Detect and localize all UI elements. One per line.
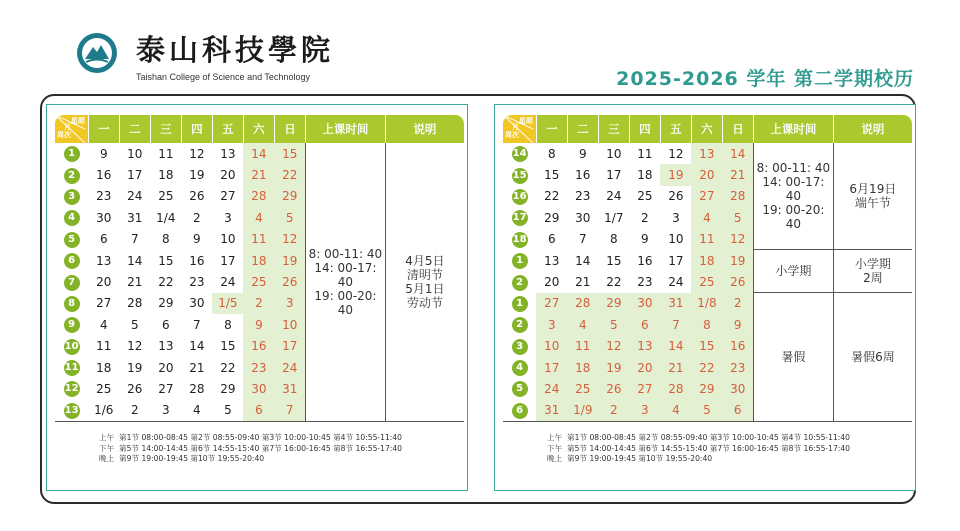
day-cell: 20 — [96, 275, 112, 290]
weekday-header: 四 — [181, 115, 212, 143]
week-badge: 8 — [64, 296, 80, 312]
day-cell: 17 — [536, 357, 567, 378]
day-cell: 3 — [536, 314, 567, 335]
day-cell: 4 — [660, 400, 691, 421]
day-cell: 12 — [274, 229, 305, 250]
day-cell: 18 — [567, 357, 598, 378]
day-cell: 16 — [722, 336, 753, 357]
weekday-header: 二 — [567, 115, 598, 143]
day-cell: 11 — [243, 229, 274, 250]
week-number-cell — [503, 400, 536, 421]
day-cell: 7 — [578, 232, 587, 247]
day-cell: 15 — [220, 339, 236, 354]
day-cell: 9 — [193, 232, 201, 247]
day-cell: 14 — [722, 143, 753, 164]
table-row — [55, 143, 464, 164]
day-cell: 25 — [637, 189, 653, 204]
day-cell: 23 — [637, 275, 653, 290]
day-cell: 8 — [610, 232, 618, 247]
day-cell: 28 — [567, 293, 598, 314]
day-cell: 22 — [158, 275, 174, 290]
weekday-header: 一 — [88, 115, 119, 143]
note-cell — [833, 250, 912, 293]
week-number-cell — [55, 378, 88, 399]
week-number-cell — [503, 293, 536, 314]
day-cell: 4 — [99, 317, 108, 332]
day-cell: 26 — [668, 189, 684, 204]
table-header — [55, 115, 464, 143]
day-cell: 10 — [274, 314, 305, 335]
day-cell: 18 — [96, 360, 112, 375]
day-cell: 29 — [220, 381, 236, 396]
weekday-header: 六 — [691, 115, 722, 143]
day-cell: 17 — [127, 168, 143, 183]
day-cell: 16 — [637, 253, 653, 268]
week-badge: 9 — [64, 317, 80, 333]
week-number-cell — [503, 314, 536, 335]
week-badge: 1 — [512, 253, 528, 269]
weekday-header: 五 — [660, 115, 691, 143]
day-cell: 19 — [598, 357, 629, 378]
week-number-cell — [503, 229, 536, 250]
day-cell: 27 — [158, 381, 174, 396]
day-cell: 8 — [224, 317, 232, 332]
week-number-cell — [503, 207, 536, 228]
day-cell: 23 — [96, 189, 112, 204]
day-cell: 6 — [99, 232, 108, 247]
day-cell: 25 — [691, 271, 722, 292]
day-cell: 9 — [641, 232, 649, 247]
day-cell: 14 — [243, 143, 274, 164]
corner-label-day: 星期 — [518, 117, 533, 125]
day-cell: 1/4 — [156, 210, 176, 225]
day-cell: 27 — [536, 293, 567, 314]
day-cell: 27 — [96, 296, 112, 311]
day-cell: 3 — [274, 293, 305, 314]
day-cell: 11 — [158, 146, 174, 161]
week-number-cell — [503, 186, 536, 207]
day-cell: 10 — [127, 146, 143, 161]
day-cell: 27 — [220, 189, 236, 204]
day-cell: 6 — [722, 400, 753, 421]
day-cell: 26 — [598, 378, 629, 399]
day-cell: 21 — [575, 275, 591, 290]
day-cell: 10 — [220, 232, 236, 247]
day-cell: 10 — [606, 146, 622, 161]
day-cell: 18 — [243, 250, 274, 271]
day-cell: 20 — [629, 357, 660, 378]
day-cell: 13 — [544, 253, 560, 268]
day-cell: 12 — [668, 146, 684, 161]
note-text: 6月19日 端午节 — [849, 182, 897, 211]
note-cell — [833, 293, 912, 421]
day-cell: 25 — [243, 271, 274, 292]
calendar-table-left — [55, 115, 464, 422]
day-cell: 5 — [274, 207, 305, 228]
day-cell: 25 — [567, 378, 598, 399]
note-text: 4月5日 清明节 5月1日 劳动节 — [405, 253, 445, 310]
day-cell: 1/5 — [212, 293, 243, 314]
corner-label-day: 星期 — [70, 117, 85, 125]
day-cell: 4 — [243, 207, 274, 228]
table-header — [503, 115, 912, 143]
day-cell: 29 — [544, 210, 560, 225]
week-badge: 2 — [64, 168, 80, 184]
day-cell: 7 — [130, 232, 139, 247]
calendar-table-right — [503, 115, 912, 422]
week-badge: 4 — [512, 360, 528, 376]
day-cell: 14 — [660, 336, 691, 357]
day-cell: 16 — [243, 336, 274, 357]
corner-label-week: 周次 — [505, 131, 519, 139]
day-cell: 16 — [189, 253, 205, 268]
class-time-cell — [305, 143, 385, 421]
day-cell: 2 — [598, 400, 629, 421]
day-cell: 24 — [127, 189, 143, 204]
class-schedule: 上午 第1节 08:00-08:45 第2节 08:55-09:40 第3节 10:00-10:45 第4节 10:55-11:40 下午 第5节 14:00-14:45 第6节 14:55-15:40 第7节 16:00-16:45 第8节 16:55-17:40 晚上 第9节 19:00-19:45 第10节 19:55-20:40 — [547, 433, 851, 463]
day-cell: 22 — [220, 360, 236, 375]
day-cell: 31 — [660, 293, 691, 314]
week-badge: 10 — [64, 339, 80, 355]
note-header: 说明 — [833, 115, 912, 143]
day-cell: 11 — [96, 339, 112, 354]
day-cell: 19 — [127, 360, 143, 375]
week-badge: 4 — [64, 210, 80, 226]
day-cell: 8 — [547, 146, 556, 161]
day-cell: 30 — [243, 378, 274, 399]
day-cell: 10 — [536, 336, 567, 357]
day-cell: 4 — [567, 314, 598, 335]
day-cell: 19 — [274, 250, 305, 271]
day-cell: 31 — [274, 378, 305, 399]
note-header: 说明 — [385, 115, 464, 143]
day-cell: 1/9 — [567, 400, 598, 421]
day-cell: 26 — [189, 189, 205, 204]
week-number-cell — [55, 314, 88, 335]
day-cell: 2 — [193, 210, 201, 225]
page-title: 2025-2026 学年 第二学期校历 — [616, 68, 914, 90]
day-cell: 23 — [243, 357, 274, 378]
week-badge: 12 — [64, 381, 80, 397]
day-cell: 20 — [544, 275, 560, 290]
corner-label-month: 月 — [64, 123, 71, 131]
day-cell: 5 — [224, 403, 232, 418]
calendar-panel-right — [494, 104, 916, 491]
day-cell: 20 — [158, 360, 174, 375]
day-cell: 13 — [96, 253, 112, 268]
day-cell: 21 — [722, 164, 753, 185]
week-number-cell — [503, 378, 536, 399]
week-number-cell — [55, 164, 88, 185]
weekday-header: 一 — [536, 115, 567, 143]
day-cell: 15 — [158, 253, 174, 268]
corner-cell — [503, 115, 536, 143]
week-badge: 5 — [512, 381, 528, 397]
day-cell: 30 — [189, 296, 205, 311]
day-cell: 26 — [274, 271, 305, 292]
day-cell: 16 — [575, 168, 591, 183]
week-number-cell — [503, 143, 536, 164]
day-cell: 28 — [660, 378, 691, 399]
day-cell: 26 — [722, 271, 753, 292]
day-cell: 6 — [243, 400, 274, 421]
weekday-header: 二 — [119, 115, 150, 143]
day-cell: 20 — [691, 164, 722, 185]
week-number-cell — [503, 357, 536, 378]
week-number-cell — [503, 336, 536, 357]
day-cell: 24 — [668, 275, 684, 290]
day-cell: 7 — [274, 400, 305, 421]
class-time-text: 8: 00-11: 40 14: 00-17: 40 19: 00-20: 40 — [308, 246, 383, 317]
day-cell: 12 — [722, 229, 753, 250]
class-schedule: 上午 第1节 08:00-08:45 第2节 08:55-09:40 第3节 10:00-10:45 第4节 10:55-11:40 下午 第5节 14:00-14:45 第6节 14:55-15:40 第7节 16:00-16:45 第8节 16:55-17:40 晚上 第9节 19:00-19:45 第10节 19:55-20:40 — [99, 433, 403, 463]
day-cell: 29 — [598, 293, 629, 314]
day-cell: 18 — [691, 250, 722, 271]
day-cell: 28 — [189, 381, 205, 396]
week-badge: 1 — [64, 146, 80, 162]
day-cell: 29 — [158, 296, 174, 311]
week-number-cell — [503, 164, 536, 185]
week-badge: 6 — [64, 253, 80, 269]
corner-cell — [55, 115, 88, 143]
day-cell: 3 — [629, 400, 660, 421]
week-badge: 14 — [512, 146, 528, 162]
day-cell: 3 — [672, 210, 680, 225]
day-cell: 6 — [629, 314, 660, 335]
day-cell: 24 — [220, 275, 236, 290]
day-cell: 14 — [575, 253, 591, 268]
week-badge: 18 — [512, 232, 528, 248]
day-cell: 21 — [660, 357, 691, 378]
day-cell: 28 — [127, 296, 143, 311]
day-cell: 5 — [130, 317, 139, 332]
day-cell: 18 — [637, 168, 653, 183]
weekday-header: 五 — [212, 115, 243, 143]
day-cell: 12 — [189, 146, 205, 161]
day-cell: 3 — [162, 403, 170, 418]
day-cell: 25 — [96, 381, 112, 396]
week-badge: 7 — [64, 275, 80, 291]
weekday-header: 日 — [722, 115, 753, 143]
day-cell: 16 — [96, 168, 112, 183]
day-cell: 22 — [544, 189, 560, 204]
class-time-text: 8: 00-11: 40 14: 00-17: 40 19: 00-20: 40 — [756, 161, 831, 232]
day-cell: 13 — [220, 146, 236, 161]
note-text: 暑假6周 — [851, 349, 895, 364]
week-badge: 11 — [64, 360, 80, 376]
day-cell: 4 — [193, 403, 201, 418]
school-logo — [76, 32, 118, 74]
day-cell: 2 — [641, 210, 649, 225]
day-cell: 21 — [243, 164, 274, 185]
day-cell: 12 — [598, 336, 629, 357]
day-cell: 17 — [668, 253, 684, 268]
weekday-header: 日 — [274, 115, 305, 143]
class-time-cell — [753, 250, 833, 293]
day-cell: 29 — [691, 378, 722, 399]
week-number-cell — [55, 207, 88, 228]
class-time-header: 上课时间 — [753, 115, 833, 143]
table-row — [503, 250, 912, 271]
class-time-text: 暑假 — [781, 349, 806, 364]
school-name-en: Taishan College of Science and Technology — [136, 72, 310, 82]
week-number-cell — [55, 357, 88, 378]
week-number-cell — [503, 250, 536, 271]
day-cell: 5 — [722, 207, 753, 228]
day-cell: 15 — [606, 253, 622, 268]
day-cell: 30 — [96, 210, 112, 225]
week-badge: 3 — [512, 339, 528, 355]
day-cell: 24 — [606, 189, 622, 204]
day-cell: 5 — [691, 400, 722, 421]
day-cell: 22 — [274, 164, 305, 185]
day-cell: 30 — [722, 378, 753, 399]
day-cell: 28 — [243, 186, 274, 207]
week-badge: 1 — [512, 296, 528, 312]
day-cell: 1/7 — [604, 210, 624, 225]
week-badge: 13 — [64, 403, 80, 419]
day-cell: 17 — [606, 168, 622, 183]
note-cell — [833, 143, 912, 250]
week-number-cell — [55, 293, 88, 314]
weekday-header: 六 — [243, 115, 274, 143]
note-text: 小学期 2周 — [854, 257, 891, 286]
day-cell: 2 — [243, 293, 274, 314]
day-cell: 21 — [127, 275, 143, 290]
week-badge: 3 — [64, 189, 80, 205]
day-cell: 23 — [575, 189, 591, 204]
day-cell: 9 — [578, 146, 587, 161]
day-cell: 7 — [193, 317, 201, 332]
day-cell: 10 — [668, 232, 684, 247]
divider — [503, 421, 912, 422]
calendar-panel-left — [46, 104, 468, 491]
corner-label-month: 月 — [512, 123, 519, 131]
day-cell: 17 — [220, 253, 236, 268]
day-cell: 23 — [722, 357, 753, 378]
day-cell: 11 — [691, 229, 722, 250]
week-badge: 2 — [512, 317, 528, 333]
day-cell: 15 — [544, 168, 560, 183]
day-cell: 19 — [722, 250, 753, 271]
week-number-cell — [55, 143, 88, 164]
day-cell: 27 — [629, 378, 660, 399]
note-cell — [385, 143, 464, 421]
day-cell: 14 — [127, 253, 143, 268]
week-number-cell — [55, 250, 88, 271]
day-cell: 13 — [691, 143, 722, 164]
weekday-header: 四 — [629, 115, 660, 143]
day-cell: 5 — [598, 314, 629, 335]
day-cell: 15 — [274, 143, 305, 164]
week-number-cell — [55, 271, 88, 292]
weekday-header: 三 — [598, 115, 629, 143]
week-badge: 6 — [512, 403, 528, 419]
school-name-cn: 泰山科技學院 — [136, 33, 335, 67]
class-time-text: 小学期 — [775, 264, 812, 279]
day-cell: 3 — [224, 210, 232, 225]
day-cell: 17 — [274, 336, 305, 357]
day-cell: 19 — [189, 168, 205, 183]
day-cell: 13 — [158, 339, 174, 354]
day-cell: 27 — [691, 186, 722, 207]
day-cell: 9 — [722, 314, 753, 335]
day-cell: 6 — [547, 232, 556, 247]
day-cell: 9 — [99, 146, 108, 161]
day-cell: 6 — [162, 317, 170, 332]
week-badge: 2 — [512, 275, 528, 291]
day-cell: 8 — [691, 314, 722, 335]
day-cell: 24 — [274, 357, 305, 378]
day-cell: 11 — [567, 336, 598, 357]
day-cell: 25 — [158, 189, 174, 204]
day-cell: 7 — [660, 314, 691, 335]
day-cell: 31 — [536, 400, 567, 421]
class-time-cell — [753, 143, 833, 250]
week-badge: 16 — [512, 189, 528, 205]
day-cell: 22 — [606, 275, 622, 290]
table-row — [503, 143, 912, 164]
day-cell: 21 — [189, 360, 205, 375]
week-badge: 17 — [512, 210, 528, 226]
day-cell: 2 — [130, 403, 139, 418]
divider — [55, 421, 464, 422]
week-number-cell — [55, 186, 88, 207]
day-cell: 11 — [637, 146, 653, 161]
day-cell: 31 — [127, 210, 143, 225]
day-cell: 29 — [274, 186, 305, 207]
day-cell: 4 — [691, 207, 722, 228]
day-cell: 13 — [629, 336, 660, 357]
day-cell: 12 — [127, 339, 143, 354]
day-cell: 18 — [158, 168, 174, 183]
day-cell: 2 — [722, 293, 753, 314]
week-badge: 15 — [512, 168, 528, 184]
day-cell: 28 — [722, 186, 753, 207]
class-time-cell — [753, 293, 833, 421]
day-cell: 23 — [189, 275, 205, 290]
day-cell: 8 — [162, 232, 170, 247]
day-cell: 1/6 — [94, 403, 114, 418]
day-cell: 15 — [691, 336, 722, 357]
day-cell: 19 — [660, 164, 691, 185]
week-number-cell — [503, 271, 536, 292]
day-cell: 26 — [127, 381, 143, 396]
corner-label-week: 周次 — [57, 131, 71, 139]
table-row — [503, 293, 912, 314]
day-cell: 1/8 — [691, 293, 722, 314]
day-cell: 9 — [243, 314, 274, 335]
weekday-header: 三 — [150, 115, 181, 143]
day-cell: 14 — [189, 339, 205, 354]
day-cell: 22 — [691, 357, 722, 378]
day-cell: 20 — [220, 168, 236, 183]
day-cell: 30 — [575, 210, 591, 225]
day-cell: 24 — [536, 378, 567, 399]
week-number-cell — [55, 336, 88, 357]
class-time-header: 上课时间 — [305, 115, 385, 143]
day-cell: 30 — [629, 293, 660, 314]
week-number-cell — [55, 229, 88, 250]
week-badge: 5 — [64, 232, 80, 248]
week-number-cell — [55, 400, 88, 421]
